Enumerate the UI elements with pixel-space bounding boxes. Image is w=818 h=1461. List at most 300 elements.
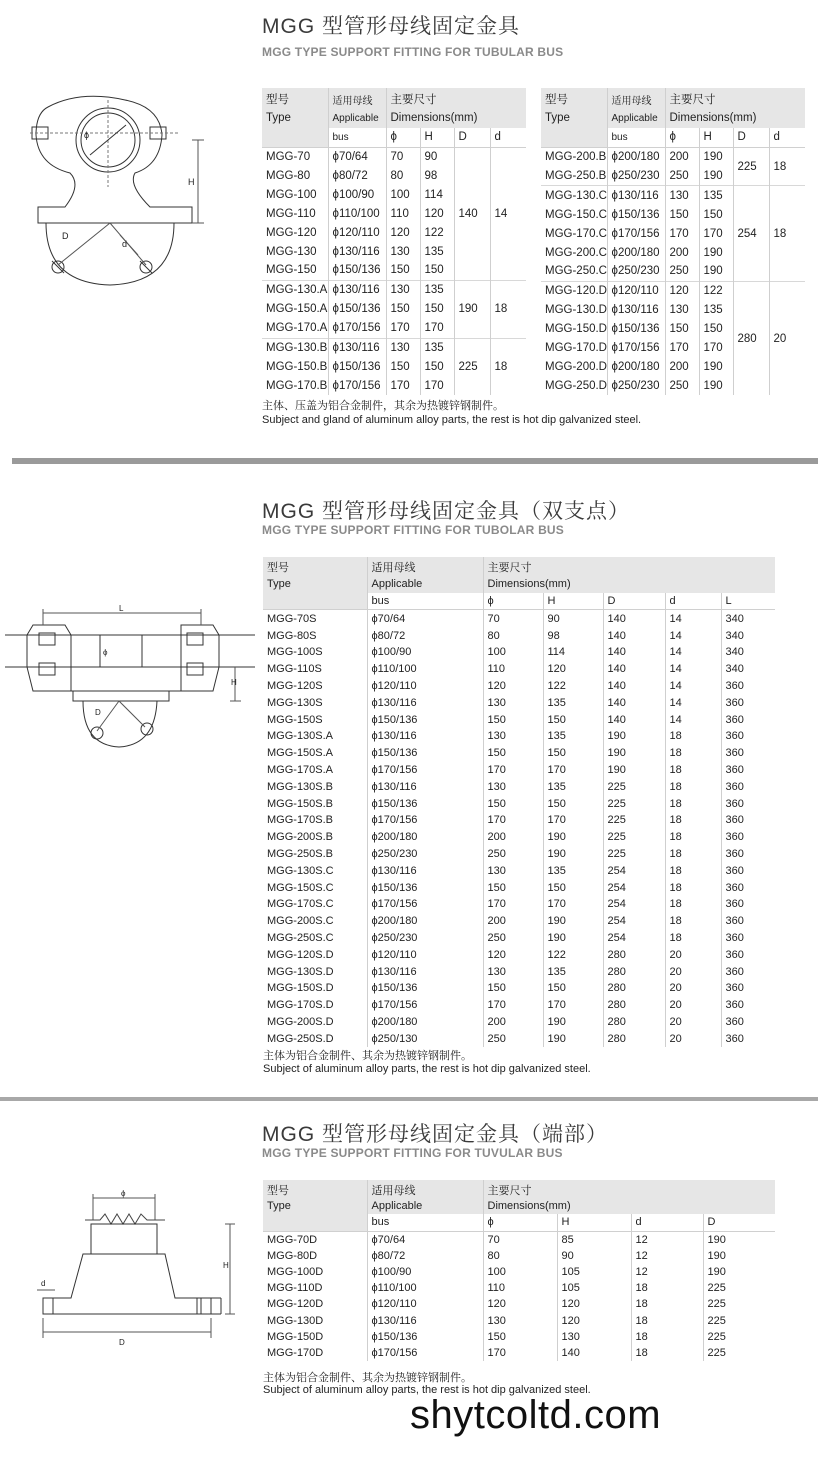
header-model-en: Type (263, 1198, 367, 1214)
table-row (263, 1329, 775, 1345)
table-row (263, 795, 775, 812)
cell-d: 254 (603, 930, 665, 947)
cell-bus: ϕ250/230 (367, 930, 483, 947)
cell-bus: ϕ170/156 (367, 896, 483, 913)
section1-table-right (541, 88, 805, 395)
header-bus-cn: 适用母线 (367, 1180, 483, 1198)
table-row (263, 1296, 775, 1312)
table-row (541, 147, 805, 166)
cell-l: 360 (721, 694, 775, 711)
cell-model: MGG-150S.B (267, 797, 334, 810)
cell-d: 225 (703, 1329, 775, 1345)
section1-note-en: Subject and gland of aluminum alloy parts, the rest is hot dip galvanized steel. (262, 414, 642, 426)
cell-phi: 100 (483, 1264, 557, 1280)
cell-h: 190 (699, 262, 733, 281)
cell-bus: ϕ200/180 (607, 147, 665, 166)
cell-phi: 170 (386, 319, 420, 338)
cell-model: MGG-120S (267, 679, 323, 692)
cell-phi: 130 (483, 1313, 557, 1329)
cell-d: 225 (703, 1345, 775, 1361)
cell-d: 280 (603, 980, 665, 997)
header-dim-cn: 主要尺寸 (386, 88, 526, 109)
drawing-small-d-label: d (41, 1279, 46, 1288)
cell-d: 18 (665, 778, 721, 795)
drawing-d-label: D (62, 231, 69, 241)
cell-model: MGG-170D (267, 1346, 324, 1359)
cell-bus: ϕ80/72 (367, 627, 483, 644)
cell-d: 190 (603, 728, 665, 745)
cell-phi: 130 (483, 963, 543, 980)
section3-end-fitting-drawing (25, 1190, 250, 1350)
cell-bus: ϕ170/156 (367, 762, 483, 779)
cell-h: 150 (543, 745, 603, 762)
cell-model: MGG-170S.D (267, 999, 334, 1012)
cell-bus: ϕ200/180 (607, 357, 665, 376)
cell-d-small: 18 (769, 147, 805, 186)
cell-bus: ϕ130/116 (367, 1313, 483, 1329)
section-divider (0, 1097, 818, 1101)
cell-phi: 130 (483, 694, 543, 711)
header-dim-en: Dimensions(mm) (386, 109, 526, 128)
header-bus-en: Applicable (367, 1198, 483, 1214)
cell-h: 150 (543, 980, 603, 997)
cell-model: MGG-130.A (262, 280, 328, 299)
table-row (263, 627, 775, 644)
table-row (263, 1248, 775, 1264)
cell-bus: ϕ150/136 (367, 745, 483, 762)
cell-bus: ϕ250/230 (607, 167, 665, 186)
cell-h: 135 (543, 694, 603, 711)
cell-d: 18 (665, 795, 721, 812)
cell-model: MGG-170S.C (267, 898, 334, 911)
header-model-cn: 型号 (263, 557, 367, 576)
cell-phi: 80 (483, 1248, 557, 1264)
cell-phi: 200 (665, 243, 699, 262)
cell-l: 360 (721, 762, 775, 779)
table-row (263, 762, 775, 779)
cell-phi: 110 (386, 204, 420, 223)
cell-h: 170 (699, 224, 733, 243)
cell-bus: ϕ130/116 (367, 862, 483, 879)
cell-h: 150 (543, 879, 603, 896)
cell-phi: 250 (483, 1030, 543, 1047)
cell-h: 135 (420, 242, 454, 261)
cell-l: 360 (721, 1014, 775, 1031)
drawing-l-label: L (119, 604, 124, 613)
cell-d: 12 (631, 1248, 703, 1264)
drawing-h-label: H (223, 1261, 229, 1270)
table-row (263, 1030, 775, 1047)
cell-d: 254 (603, 879, 665, 896)
cell-model: MGG-170.B (266, 379, 328, 392)
header-bus-sub: bus (328, 128, 386, 147)
section2-title-cn: MGG 型管形母线固定金具（双支点） (262, 500, 630, 523)
cell-l: 360 (721, 812, 775, 829)
header-phi: ϕ (483, 593, 543, 610)
table-row (541, 281, 805, 300)
cell-phi: 170 (483, 762, 543, 779)
cell-bus: ϕ130/116 (367, 963, 483, 980)
cell-phi: 150 (386, 261, 420, 280)
header-d-big: D (733, 128, 769, 147)
header-dim-en: Dimensions(mm) (483, 1198, 775, 1214)
cell-d: 12 (631, 1231, 703, 1248)
cell-d-big: 225 (454, 338, 490, 395)
cell-bus: ϕ80/72 (328, 167, 386, 186)
cell-phi: 130 (665, 186, 699, 205)
section1-note-cn: 主体、压盖为铝合金制件，其余为热镀锌钢制件。 (262, 400, 504, 412)
cell-h: 190 (699, 243, 733, 262)
cell-bus: ϕ100/90 (367, 1264, 483, 1280)
cell-model: MGG-110D (267, 1282, 323, 1295)
cell-d: 14 (665, 644, 721, 661)
cell-l: 360 (721, 795, 775, 812)
cell-bus: ϕ70/64 (328, 147, 386, 166)
cell-d: 140 (603, 627, 665, 644)
cell-h: 90 (420, 147, 454, 166)
drawing-phi-label: ϕ (121, 1189, 126, 1198)
cell-l: 360 (721, 778, 775, 795)
cell-bus: ϕ200/180 (367, 829, 483, 846)
cell-d: 225 (703, 1280, 775, 1296)
cell-phi: 200 (483, 829, 543, 846)
cell-model: MGG-150S.D (267, 982, 334, 995)
cell-d: 18 (631, 1329, 703, 1345)
table-row (263, 997, 775, 1014)
cell-bus: ϕ110/100 (367, 1280, 483, 1296)
cell-h: 120 (557, 1296, 631, 1312)
cell-bus: ϕ120/110 (367, 946, 483, 963)
cell-h: 122 (543, 678, 603, 695)
cell-phi: 250 (483, 846, 543, 863)
cell-phi: 250 (665, 167, 699, 186)
cell-model: MGG-120D (267, 1298, 324, 1311)
header-model-en: Type (262, 109, 328, 128)
cell-h: 135 (420, 338, 454, 357)
cell-model: MGG-200S.D (267, 1015, 334, 1028)
header-d-small: d (490, 128, 526, 147)
table-row (263, 913, 775, 930)
header-dim-cn: 主要尺寸 (665, 88, 805, 109)
cell-d: 18 (665, 762, 721, 779)
cell-model: MGG-70 (266, 151, 311, 164)
cell-phi: 170 (483, 997, 543, 1014)
cell-d: 280 (603, 946, 665, 963)
cell-h: 85 (557, 1231, 631, 1248)
cell-bus: ϕ110/100 (367, 661, 483, 678)
cell-h: 190 (543, 846, 603, 863)
cell-model: MGG-120S.D (267, 948, 334, 961)
cell-model: MGG-200.C (545, 246, 607, 259)
table-row (541, 186, 805, 205)
header-dim-cn: 主要尺寸 (483, 557, 775, 576)
cell-d-small: 18 (769, 186, 805, 281)
cell-model: MGG-130D (267, 1314, 324, 1327)
cell-bus: ϕ120/110 (367, 678, 483, 695)
cell-h: 170 (543, 896, 603, 913)
section3-note-en: Subject of aluminum alloy parts, the rest is hot dip galvanized steel. (263, 1384, 591, 1396)
cell-phi: 130 (483, 728, 543, 745)
cell-bus: ϕ250/230 (607, 376, 665, 395)
cell-d-big: 140 (454, 147, 490, 280)
cell-phi: 120 (386, 223, 420, 242)
table-row (263, 1014, 775, 1031)
cell-model: MGG-100D (267, 1266, 324, 1279)
section1-table-left (262, 88, 526, 395)
table-row (263, 678, 775, 695)
cell-model: MGG-110S (267, 663, 322, 676)
cell-d: 14 (665, 610, 721, 627)
cell-l: 340 (721, 644, 775, 661)
cell-d: 225 (603, 778, 665, 795)
cell-h: 190 (543, 1030, 603, 1047)
cell-model: MGG-150D (267, 1330, 324, 1343)
cell-d: 140 (603, 644, 665, 661)
table-row (263, 1345, 775, 1361)
cell-phi: 120 (483, 946, 543, 963)
cell-d: 18 (665, 745, 721, 762)
header-bus-sub: bus (607, 128, 665, 147)
cell-d: 12 (631, 1264, 703, 1280)
cell-d: 225 (703, 1296, 775, 1312)
cell-d-big: 190 (454, 280, 490, 338)
cell-h: 190 (543, 913, 603, 930)
cell-model: MGG-150S.C (267, 881, 334, 894)
cell-d: 14 (665, 678, 721, 695)
cell-h: 190 (543, 1014, 603, 1031)
cell-phi: 130 (665, 301, 699, 320)
table-row (263, 610, 775, 627)
section2-table (263, 557, 775, 1047)
cell-phi: 70 (483, 1231, 557, 1248)
cell-model: MGG-170.A (266, 322, 328, 335)
cell-d: 18 (665, 913, 721, 930)
cell-bus: ϕ120/110 (607, 281, 665, 300)
cell-d: 190 (703, 1248, 775, 1264)
cell-bus: ϕ170/156 (367, 812, 483, 829)
cell-model: MGG-130S.C (267, 864, 334, 877)
cell-bus: ϕ150/136 (367, 795, 483, 812)
cell-h: 190 (699, 357, 733, 376)
cell-model: MGG-150S (267, 713, 323, 726)
section-divider (12, 458, 818, 464)
cell-l: 360 (721, 963, 775, 980)
drawing-phi-label: ϕ (103, 648, 108, 657)
cell-bus: ϕ120/110 (328, 223, 386, 242)
cell-d: 18 (631, 1280, 703, 1296)
cell-d: 254 (603, 862, 665, 879)
cell-bus: ϕ70/64 (367, 610, 483, 627)
cell-model: MGG-80D (267, 1249, 318, 1262)
cell-h: 170 (543, 997, 603, 1014)
cell-model: MGG-130 (266, 245, 317, 258)
cell-l: 340 (721, 661, 775, 678)
cell-phi: 70 (483, 610, 543, 627)
cell-d: 18 (665, 862, 721, 879)
cell-bus: ϕ150/136 (328, 261, 386, 280)
cell-phi: 150 (483, 711, 543, 728)
cell-h: 130 (557, 1329, 631, 1345)
cell-phi: 150 (386, 357, 420, 376)
cell-d: 14 (665, 694, 721, 711)
cell-phi: 150 (386, 300, 420, 319)
cell-phi: 150 (483, 745, 543, 762)
cell-bus: ϕ80/72 (367, 1248, 483, 1264)
cell-h: 90 (543, 610, 603, 627)
cell-d: 20 (665, 1030, 721, 1047)
cell-model: MGG-200S.C (267, 915, 334, 928)
header-phi: ϕ (386, 128, 420, 147)
cell-phi: 170 (386, 376, 420, 395)
drawing-h-label: H (188, 177, 195, 187)
cell-l: 360 (721, 711, 775, 728)
cell-h: 122 (420, 223, 454, 242)
cell-d: 14 (665, 661, 721, 678)
cell-bus: ϕ130/116 (328, 280, 386, 299)
cell-h: 135 (699, 301, 733, 320)
header-model-cn: 型号 (541, 88, 607, 109)
cell-h: 190 (543, 930, 603, 947)
cell-phi: 120 (665, 281, 699, 300)
cell-d: 20 (665, 963, 721, 980)
cell-d: 18 (665, 930, 721, 947)
section2-note-cn: 主体为铝合金制件、其余为热镀锌钢制件。 (263, 1050, 472, 1062)
header-dim-en: Dimensions(mm) (483, 576, 775, 593)
cell-d: 225 (603, 846, 665, 863)
cell-h: 90 (557, 1248, 631, 1264)
cell-phi: 170 (483, 896, 543, 913)
cell-h: 190 (699, 167, 733, 186)
cell-d: 254 (603, 913, 665, 930)
cell-h: 135 (543, 963, 603, 980)
table-row (263, 694, 775, 711)
header-model-en: Type (541, 109, 607, 128)
header-h: H (557, 1214, 631, 1231)
cell-bus: ϕ150/136 (328, 357, 386, 376)
cell-model: MGG-250.B (545, 170, 607, 182)
cell-h: 170 (543, 812, 603, 829)
cell-model: MGG-250S.B (267, 847, 334, 860)
cell-model: MGG-130.C (541, 186, 607, 205)
cell-bus: ϕ100/90 (328, 185, 386, 204)
cell-bus: ϕ200/180 (607, 243, 665, 262)
header-bus-cn: 适用母线 (607, 88, 665, 109)
cell-h: 98 (420, 167, 454, 186)
table-row (263, 879, 775, 896)
cell-phi: 250 (483, 930, 543, 947)
cell-d: 18 (665, 846, 721, 863)
cell-model: MGG-170.C (545, 227, 607, 240)
header-dim-cn: 主要尺寸 (483, 1180, 775, 1198)
table-row (263, 829, 775, 846)
header-bus-en: Applicable (607, 109, 665, 128)
drawing-d-label: D (95, 708, 101, 717)
cell-model: MGG-150 (266, 264, 317, 277)
section1-title-en: MGG TYPE SUPPORT FITTING FOR TUBULAR BUS (262, 45, 564, 59)
cell-bus: ϕ130/116 (367, 778, 483, 795)
header-bus-cn: 适用母线 (328, 88, 386, 109)
cell-model: MGG-80S (267, 629, 317, 642)
header-phi: ϕ (665, 128, 699, 147)
drawing-small-d-label: d (122, 239, 128, 249)
cell-h: 135 (543, 728, 603, 745)
cell-h: 190 (699, 376, 733, 395)
cell-phi: 150 (483, 795, 543, 812)
cell-bus: ϕ120/110 (367, 1296, 483, 1312)
cell-model: MGG-130.D (545, 304, 607, 317)
cell-bus: ϕ150/136 (367, 879, 483, 896)
cell-model: MGG-150.D (545, 323, 607, 336)
cell-d: 140 (603, 694, 665, 711)
cell-h: 135 (543, 862, 603, 879)
cell-model: MGG-200S.B (267, 831, 334, 844)
table-row (263, 930, 775, 947)
cell-h: 114 (543, 644, 603, 661)
cell-bus: ϕ130/116 (328, 242, 386, 261)
cell-bus: ϕ130/116 (367, 694, 483, 711)
watermark: shytcoltd.com (410, 1393, 662, 1437)
cell-d: 190 (703, 1231, 775, 1248)
cell-phi: 100 (386, 185, 420, 204)
cell-bus: ϕ170/156 (607, 339, 665, 358)
cell-model: MGG-170S.A (267, 763, 334, 776)
table-row (263, 1280, 775, 1296)
cell-phi: 100 (483, 644, 543, 661)
header-bus-cn: 适用母线 (367, 557, 483, 576)
cell-model: MGG-130.B (262, 338, 328, 357)
cell-l: 360 (721, 745, 775, 762)
header-phi: ϕ (483, 1214, 557, 1231)
header-h: H (420, 128, 454, 147)
cell-h: 170 (699, 339, 733, 358)
cell-phi: 120 (483, 1296, 557, 1312)
cell-phi: 80 (483, 627, 543, 644)
cell-phi: 110 (483, 1280, 557, 1296)
header-bus-en: Applicable (367, 576, 483, 593)
cell-d: 18 (631, 1296, 703, 1312)
table-row (263, 644, 775, 661)
header-d-small: d (631, 1214, 703, 1231)
cell-l: 360 (721, 1030, 775, 1047)
header-dim-en: Dimensions(mm) (665, 109, 805, 128)
cell-d: 254 (603, 896, 665, 913)
cell-phi: 120 (483, 678, 543, 695)
cell-phi: 170 (665, 224, 699, 243)
cell-bus: ϕ70/64 (367, 1231, 483, 1248)
section3-title-en: MGG TYPE SUPPORT FITTING FOR TUVULAR BUS (262, 1146, 563, 1160)
cell-h: 120 (420, 204, 454, 223)
cell-model: MGG-150.A (266, 303, 328, 316)
cell-l: 360 (721, 896, 775, 913)
cell-l: 360 (721, 997, 775, 1014)
cell-d-big: 254 (733, 186, 769, 281)
cell-h: 170 (543, 762, 603, 779)
cell-d-big: 280 (733, 281, 769, 395)
cell-h: 140 (557, 1345, 631, 1361)
cell-l: 340 (721, 610, 775, 627)
cell-d: 14 (665, 627, 721, 644)
section3-title-cn: MGG 型管形母线固定金具（端部） (262, 1123, 608, 1146)
cell-h: 98 (543, 627, 603, 644)
cell-bus: ϕ170/156 (367, 1345, 483, 1361)
cell-d: 18 (665, 812, 721, 829)
cell-phi: 130 (386, 242, 420, 261)
cell-d: 190 (603, 745, 665, 762)
drawing-d-label: D (119, 1338, 125, 1347)
header-bus-en: Applicable (328, 109, 386, 128)
section2-title-en: MGG TYPE SUPPORT FITTING FOR TUBOLAR BUS (262, 523, 564, 537)
cell-d: 18 (665, 879, 721, 896)
